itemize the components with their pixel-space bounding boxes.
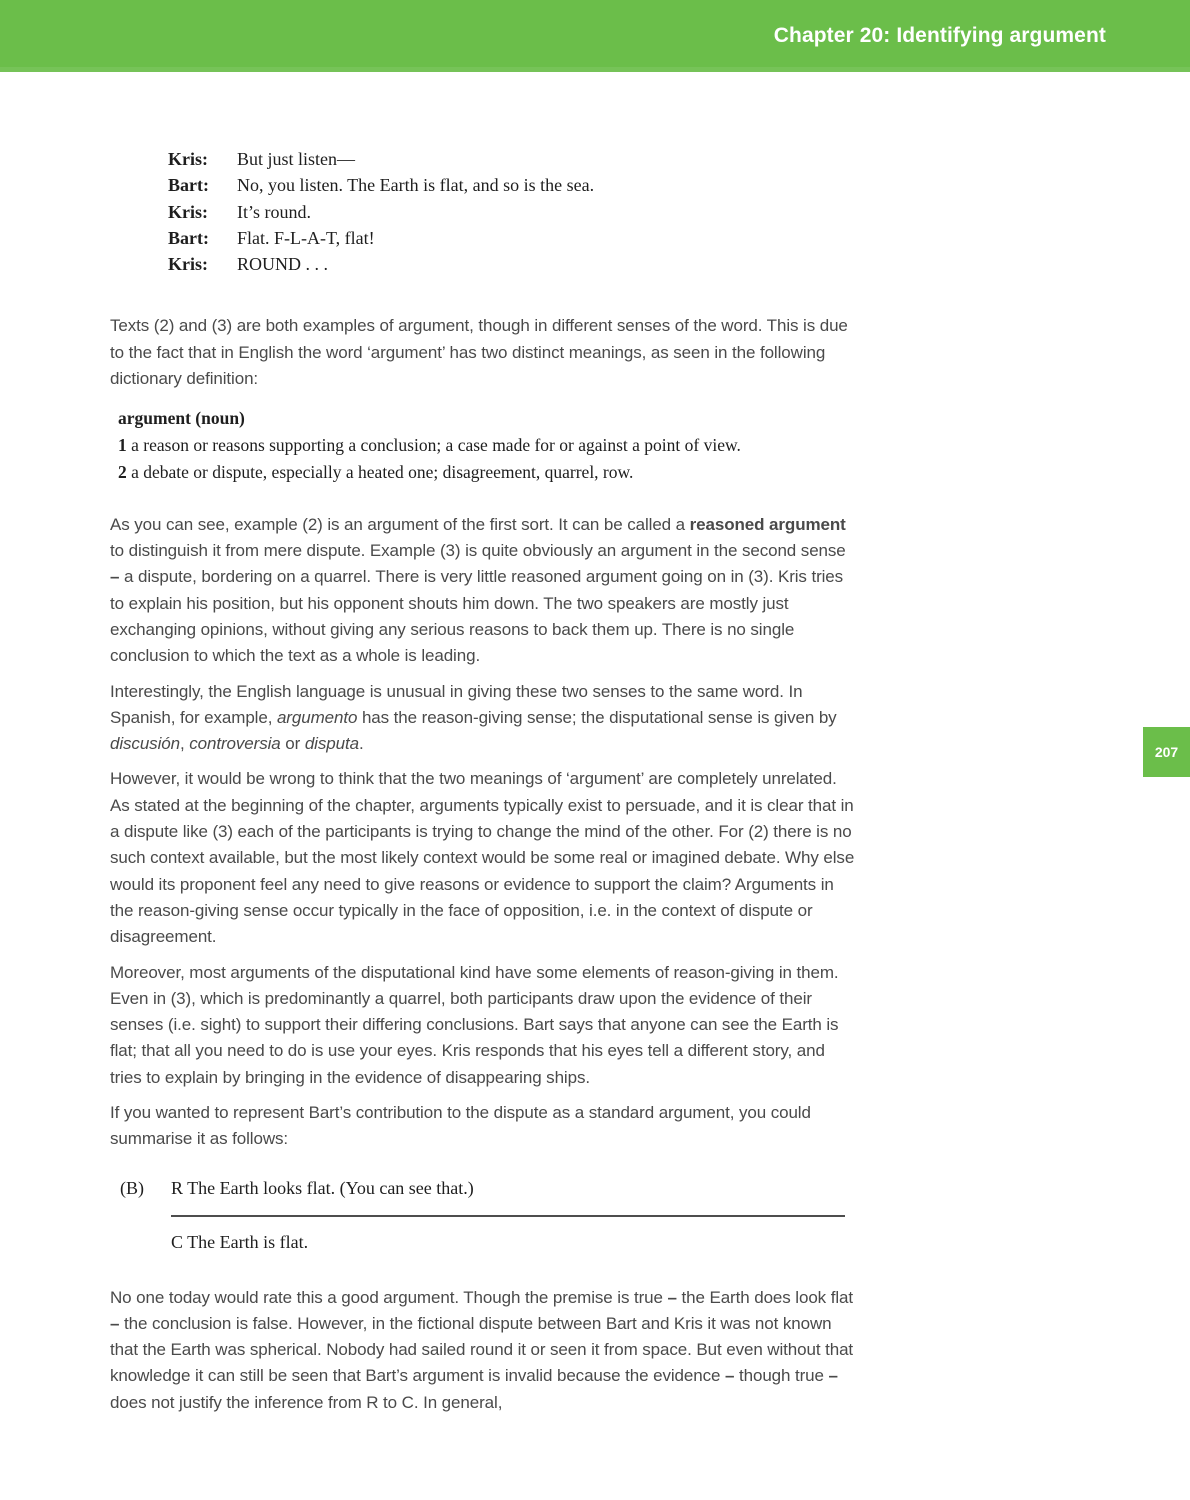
dialogue-row	[168, 146, 858, 172]
paragraph-spanish-senses: Interestingly, the English language is unusual in giving these two senses to the same word. In Spanish, for example, argumento has the reason-giving sense; the disputational sense is given by discusión, controversia or disputa.	[110, 681, 837, 754]
paragraph-reasoned-argument: As you can see, example (2) is an argument of the first sort. It can be called a reasoned argument to distinguish it from mere dispute. Example (3) is quite obviously an argument in the second sense – a dispute, bordering on a quarrel. There is very little reasoned argument going on in (3). Kris tries to explain his position, but his opponent shouts him down. The two speakers are mostly just exchanging opinions, without giving any serious reasons to back them up. There is no single conclusion to which the text as a whole is leading.	[110, 514, 846, 666]
sense-number: 1	[118, 435, 127, 456]
paragraph-two-meanings-related: However, it would be wrong to think that the two meanings of ‘argument’ are completely unrelated. As stated at the beginning of the chapter, arguments typically exist to persuade, and it is clear that in a dispute like (3) each of the participants is trying to change the mind of the other. For (2) there is no such context available, but the most likely context would be some real or imagined debate. Why else would its proponent feel any need to give reasons or evidence to support the claim? Arguments in the reason-giving sense occur typically in the face of opposition, i.e. in the context of dispute or disagreement.	[110, 769, 855, 947]
dialogue-line: But just listen—	[237, 149, 356, 169]
definition-sense-1	[118, 432, 858, 459]
dialogue-line: No, you listen. The Earth is flat, and so is the sea.	[237, 175, 595, 196]
page-content	[110, 146, 858, 1416]
example-label: (B)	[120, 1177, 144, 1198]
sense-text: a debate or dispute, especially a heated one; disagreement, quarrel, row.	[131, 461, 634, 482]
example-premise: R The Earth looks flat. (You can see that.)	[171, 1177, 474, 1198]
dialogue-line: Flat. F-L-A-T, flat!	[237, 227, 375, 248]
definition-sense-2	[118, 459, 858, 486]
dialogue-block	[168, 146, 858, 277]
dialogue-speaker: Bart:	[168, 227, 209, 248]
page-number: 207	[1154, 744, 1179, 760]
dialogue-speaker: Bart:	[168, 175, 209, 196]
dialogue-speaker: Kris:	[168, 201, 208, 222]
example-premise-row	[120, 1175, 858, 1201]
dialogue-line: ROUND . . .	[237, 254, 329, 275]
dictionary-definition	[118, 405, 858, 485]
standard-argument-example	[120, 1175, 858, 1255]
dialogue-row	[168, 172, 858, 198]
paragraph-texts-2-and-3: Texts (2) and (3) are both examples of argument, though in different senses of the word. This is due to the fact that in English the word ‘argument’ has two distinct meanings, as seen in the following dictionary definition:	[110, 316, 848, 389]
chapter-title: Chapter 20: Identifying argument	[773, 24, 1106, 47]
paragraph-represent-barts-contribution: If you wanted to represent Bart’s contribution to the dispute as a standard argument, you could summarise it as follows:	[110, 1103, 811, 1149]
example-conclusion: C The Earth is flat.	[171, 1231, 309, 1252]
dialogue-row	[168, 251, 858, 277]
page-number-badge	[1143, 727, 1190, 777]
definition-headword: argument (noun)	[118, 408, 245, 429]
sense-text: a reason or reasons supporting a conclusion; a case made for or against a point of view.	[131, 435, 741, 456]
inference-line	[171, 1215, 845, 1217]
dialogue-speaker: Kris:	[168, 149, 208, 169]
dialogue-speaker: Kris:	[168, 254, 208, 275]
paragraph-disputational-reason-giving: Moreover, most arguments of the disputational kind have some elements of reason-giving in them. Even in (3), which is predominantly a quarrel, both participants draw upon the evidence of their senses (i.e. sight) to support their differing conclusions. Bart says that anyone can see the Earth is flat; that all you need to do is use your eyes. Kris responds that his eyes tell a different story, and tries to explain by bringing in the evidence of disappearing ships.	[110, 962, 839, 1087]
dialogue-row	[168, 225, 858, 251]
sense-number: 2	[118, 461, 127, 482]
paragraph-no-one-today: No one today would rate this a good argument. Though the premise is true – the Earth does look flat – the conclusion is false. However, in the fictional dispute between Bart and Kris it was not known that the Earth was spherical. Nobody had sailed round it or seen it from space. But even without that knowledge it can still be seen that Bart’s argument is invalid because the evidence – though true – does not justify the inference from R to C. In general,	[110, 1287, 854, 1412]
dialogue-row	[168, 199, 858, 225]
dialogue-line: It’s round.	[237, 201, 311, 222]
chapter-header-bar	[0, 0, 1190, 72]
